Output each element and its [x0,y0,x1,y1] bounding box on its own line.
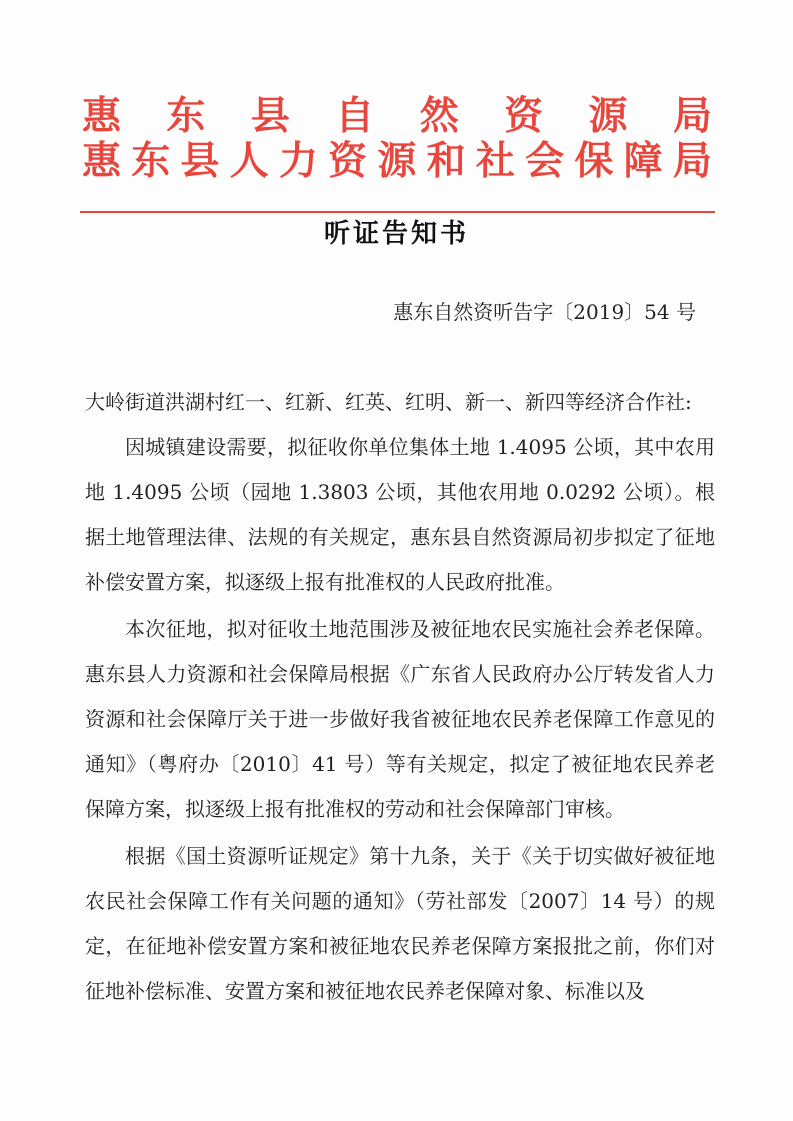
org2-char: 人 [229,138,269,184]
org2-char: 资 [328,138,368,184]
salutation: 大岭街道洪湖村红一、红新、红英、红明、新一、新四等经济合作社: [85,390,692,414]
org2-char: 力 [278,138,318,184]
org1-char: 源 [588,93,628,139]
org1-char: 自 [335,93,375,139]
org2-char: 会 [525,138,565,184]
body-paragraph: 根据《国土资源听证规定》第十九条，关于《关于切实做好被征地农民社会保障工作有关问题的通知》（劳社部发〔2007〕14 号）的规定，在征地补偿安置方案和被征地农民养老保障方案报批之前，你们对征地补偿标准、安置方案和被征地农民养老保障对象、标准以及 [85,844,715,1003]
org2-char: 保 [574,138,614,184]
body-paragraph: 因城镇建设需要，拟征收你单位集体土地 1.4095 公顷，其中农用地 1.4095 公顷（园地 1.3803 公顷，其他农用地 0.0292 公顷）。根据土地管理法律、法规的有关规定，惠东县自然资源局初步拟定了征地补偿安置方案，拟逐级上报有批准权的人民政府批准。 [85,435,715,594]
org2-char: 惠 [82,138,122,184]
org2-char: 和 [426,138,466,184]
org1-char: 然 [419,93,459,139]
issuing-org-natural-resources-bureau [82,93,712,139]
org2-char: 局 [672,138,712,184]
document-number: 惠东自然资听告字〔2019〕54 号 [393,300,696,324]
body-paragraph: 本次征地，拟对征收土地范围涉及被征地农民实施社会养老保障。惠东县人力资源和社会保障局根据《广东省人民政府办公厅转发省人力资源和社会保障厅关于进一步做好我省被征地农民养老保障工作意见的通知》（粤府办〔2010〕41 号）等有关规定，拟定了被征地农民养老保障方案，拟逐级上报有批准权的劳动和社会保障部门审核。 [85,617,715,821]
document-body [85,380,715,1014]
document-title: 听证告知书 [323,219,469,249]
org2-char: 县 [180,138,220,184]
org2-char: 障 [623,138,663,184]
red-header-divider [80,211,715,213]
issuing-org-human-resources-bureau [82,138,712,184]
org2-char: 东 [131,138,171,184]
org2-char: 社 [475,138,515,184]
org1-char: 局 [672,93,712,139]
org1-char: 东 [166,93,206,139]
org2-char: 源 [377,138,417,184]
org1-char: 惠 [82,93,122,139]
org1-char: 县 [250,93,290,139]
org1-char: 资 [504,93,544,139]
